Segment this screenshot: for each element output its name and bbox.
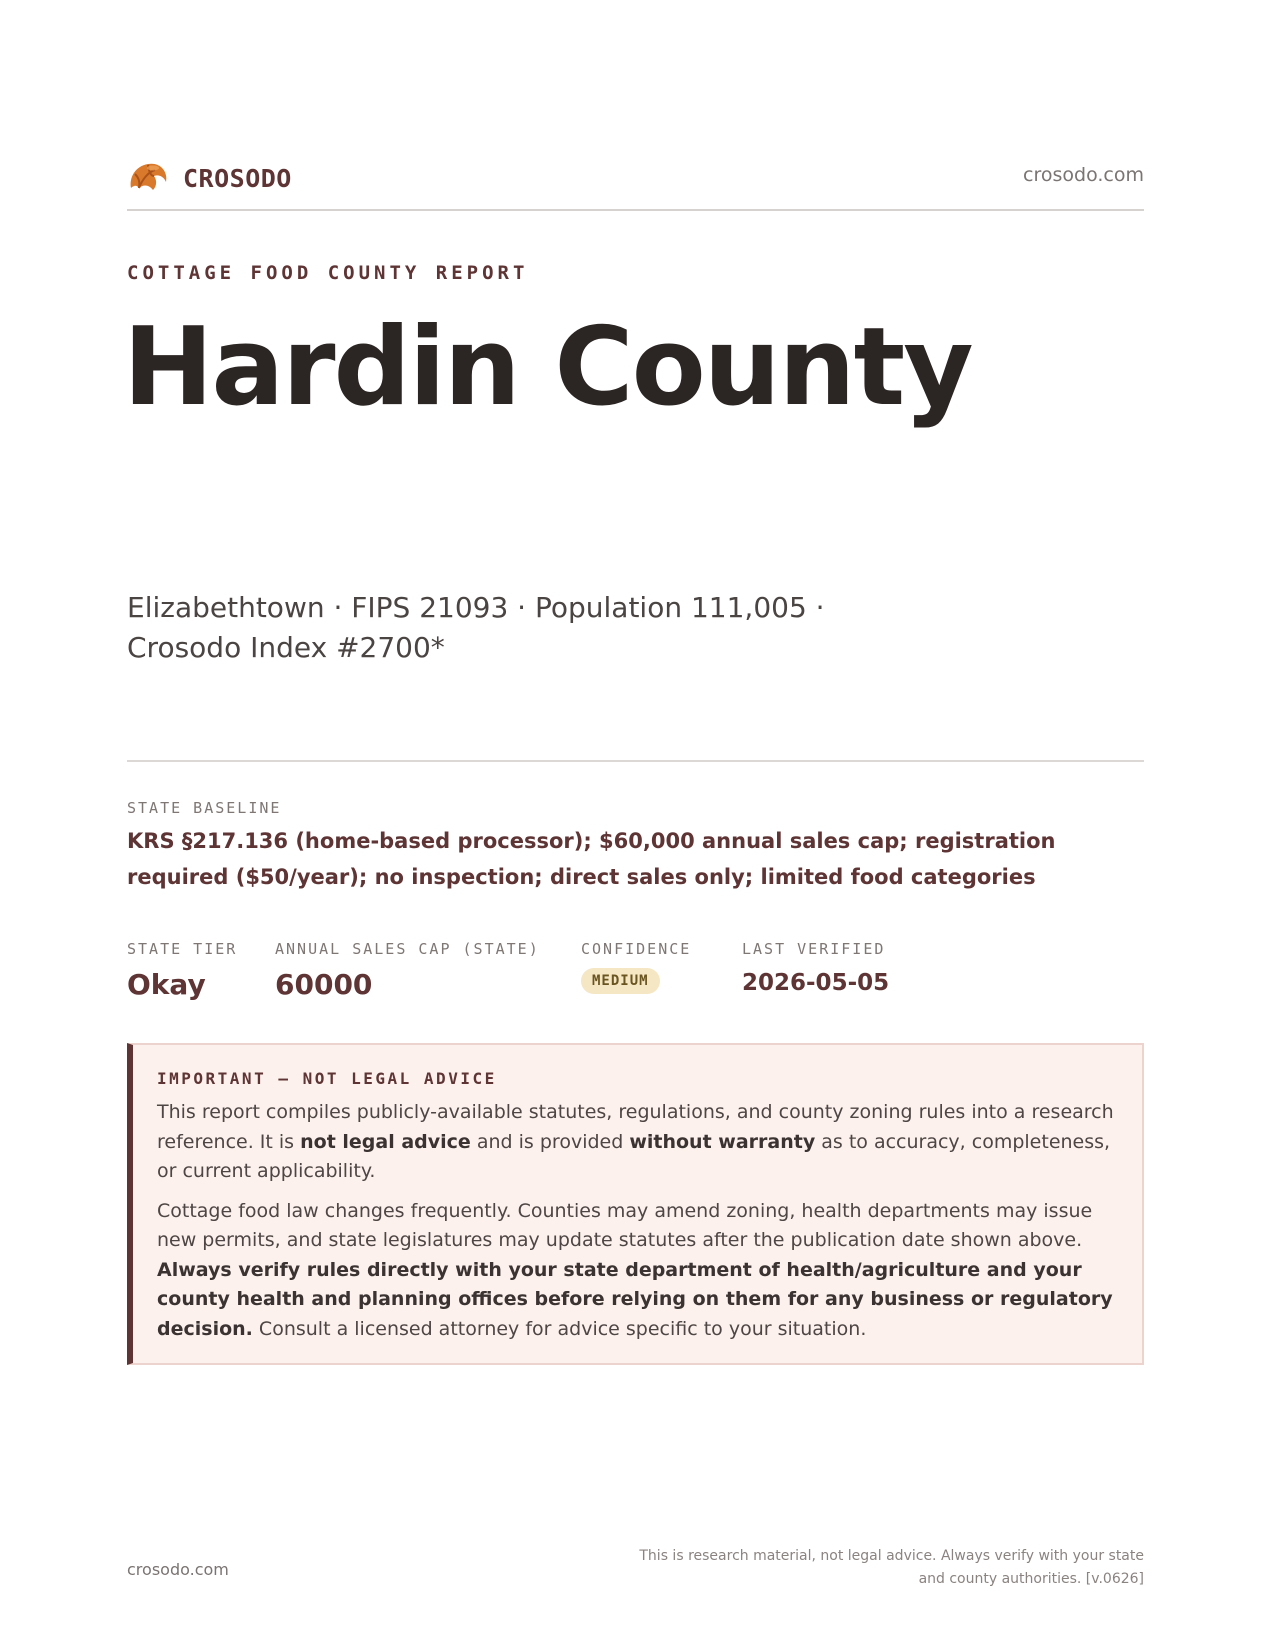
notice-emphasis: not legal advice bbox=[300, 1130, 471, 1153]
stat-label: CONFIDENCE bbox=[581, 940, 692, 958]
brand-name: CROSODO bbox=[183, 163, 292, 193]
baseline-text: KRS §217.136 (home-based processor); $60,000 annual sales cap; registration required ($50/year); no inspection; direct sales only; limited food categories bbox=[127, 829, 1056, 889]
notice-emphasis: without warranty bbox=[629, 1130, 816, 1153]
notice-title: IMPORTANT — NOT LEGAL ADVICE bbox=[157, 1069, 497, 1088]
notice-text: and is provided bbox=[470, 1130, 630, 1153]
stat-label: ANNUAL SALES CAP (STATE) bbox=[275, 940, 540, 958]
stat-label: LAST VERIFIED bbox=[742, 940, 886, 958]
notice-text: This report compiles publicly-available statutes, regulations, and county zoning rules into a research reference. It is bbox=[157, 1101, 1114, 1153]
croissant-icon bbox=[127, 158, 169, 198]
county-subtitle: Elizabethtown · FIPS 21093 · Population 111,005 · Crosodo Index #2700* bbox=[127, 591, 825, 664]
header-divider bbox=[127, 209, 1144, 211]
stat-sales-cap bbox=[275, 940, 540, 1001]
legal-notice bbox=[127, 1043, 1144, 1365]
notice-text: Cottage food law changes frequently. Counties may amend zoning, health departments may issue new permits, and state legislatures may update statutes after the publication date shown above. bbox=[157, 1199, 1093, 1251]
stat-value: 60000 bbox=[275, 968, 373, 1001]
stat-confidence bbox=[581, 940, 691, 994]
stat-state-tier bbox=[127, 940, 237, 1001]
stat-label: STATE TIER bbox=[127, 940, 238, 958]
page-header bbox=[127, 158, 1144, 204]
stat-value: 2026-05-05 bbox=[742, 970, 890, 996]
site-url[interactable]: crosodo.com bbox=[1023, 164, 1144, 186]
footer-site-url[interactable]: crosodo.com bbox=[127, 1560, 229, 1579]
notice-text: Consult a licensed attorney for advice specific to your situation. bbox=[252, 1317, 867, 1340]
page-title: Hardin County bbox=[123, 305, 972, 430]
notice-paragraph bbox=[157, 1197, 1122, 1345]
notice-emphasis: Always verify rules directly with your state department of health/agriculture and your county health and planning offices before relying on them for any business or regulatory decision. bbox=[157, 1258, 1113, 1340]
report-page bbox=[123, 0, 1144, 1650]
brand[interactable] bbox=[127, 158, 292, 198]
report-eyebrow: COTTAGE FOOD COUNTY REPORT bbox=[127, 262, 529, 284]
baseline-label: STATE BASELINE bbox=[127, 799, 282, 817]
notice-body bbox=[157, 1098, 1122, 1344]
stats-row bbox=[127, 940, 1144, 1010]
footer-disclaimer: This is research material, not legal advice. Always verify with your state and county authorities. [v.0626] bbox=[639, 1548, 1144, 1587]
notice-paragraph bbox=[157, 1098, 1122, 1187]
section-divider bbox=[127, 760, 1144, 762]
confidence-badge: MEDIUM bbox=[581, 968, 660, 994]
stat-value: Okay bbox=[127, 968, 206, 1001]
notice-text: as to accuracy, completeness, or current applicability. bbox=[157, 1130, 1111, 1182]
stat-last-verified bbox=[742, 940, 889, 996]
